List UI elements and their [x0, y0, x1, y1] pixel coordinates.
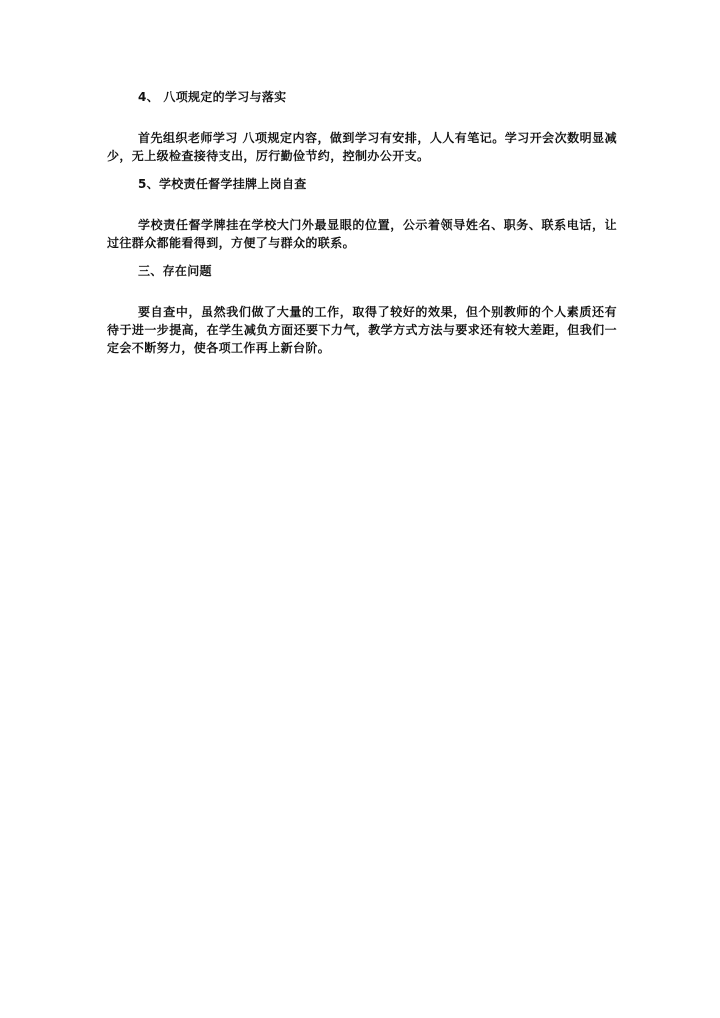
section-paragraph-existing-problems: 要自查中，虽然我们做了大量的工作，取得了较好的效果，但个别教师的个人素质还有待于进一步提高，在学生减负方面还要下力气，教学方式方法与要求还有较大差距，但我们一定会不断努力，使各项工作再上新台阶。: [107, 305, 617, 355]
section-heading-eight-regulations: 4、 八项规定的学习与落实: [138, 90, 287, 104]
spacer: [107, 106, 617, 129]
spacer: [107, 280, 617, 303]
section-heading-supervisor-self-check: 5、学校责任督学挂牌上岗自查: [138, 177, 307, 191]
spacer: [107, 252, 617, 262]
section-heading-existing-problems: 三、存在问题: [138, 264, 212, 278]
section-paragraph-supervisor-self-check: 学校责任督学牌挂在学校大门外最显眼的位置，公示着领导姓名、职务、联系电话，让过往群众都能看得到，方便了与群众的联系。: [107, 218, 617, 250]
section-paragraph-eight-regulations: 首先组织老师学习 八项规定内容，做到学习有安排，人人有笔记。学习开会次数明显减少，无上级检查接待支出，厉行勤俭节约，控制办公开支。: [107, 131, 617, 163]
spacer: [107, 193, 617, 216]
document-body: [107, 88, 617, 357]
spacer: [107, 165, 617, 175]
